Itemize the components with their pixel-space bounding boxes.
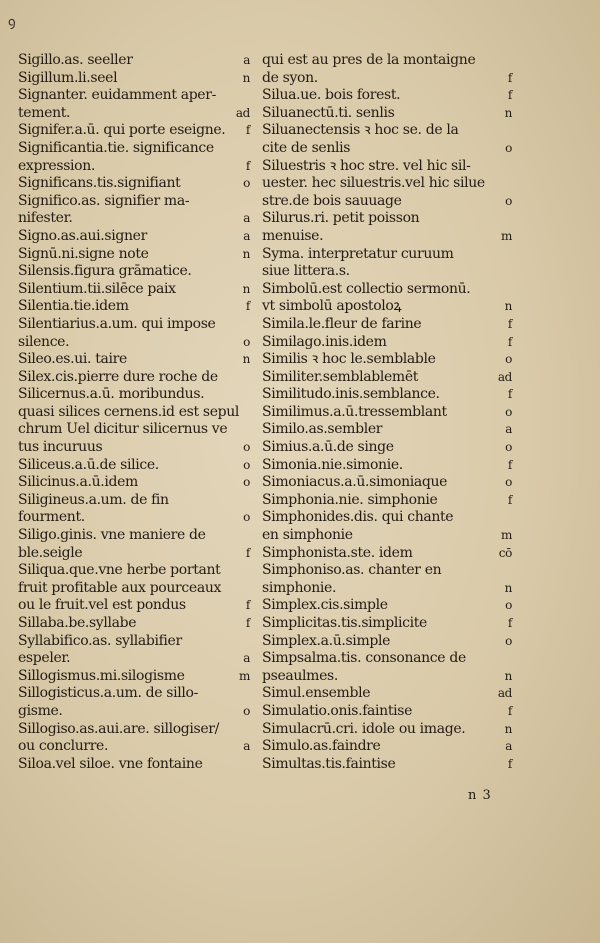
- dictionary-line: [262, 369, 512, 387]
- entry-text: Similis ꝛ hoc le.semblable: [262, 351, 436, 368]
- part-of-speech-mark: f: [507, 703, 512, 718]
- entry-text: Sillogisticus.a.um. de sillo-: [18, 685, 198, 702]
- corner-mark: ꝯ: [8, 15, 16, 30]
- dictionary-line: [262, 527, 512, 545]
- entry-text: Siligineus.a.um. de fin: [18, 491, 169, 508]
- dictionary-line: [18, 527, 250, 545]
- dictionary-line: [262, 87, 512, 105]
- dictionary-line: [262, 263, 512, 281]
- part-of-speech-mark: f: [507, 88, 512, 103]
- part-of-speech-mark: f: [507, 756, 512, 771]
- part-of-speech-mark: o: [505, 475, 512, 490]
- dictionary-line: [262, 158, 512, 176]
- entry-text: fourment.: [18, 509, 85, 526]
- entry-text: Simonia.nie.simonie.: [262, 456, 403, 473]
- part-of-speech-mark: o: [505, 193, 512, 208]
- dictionary-line: [18, 175, 250, 193]
- dictionary-line: [18, 668, 250, 686]
- left-column: [18, 52, 250, 773]
- entry-text: Simoniacus.a.ū.simoniaque: [262, 474, 448, 491]
- part-of-speech-mark: f: [507, 616, 512, 630]
- dictionary-line: [18, 474, 250, 492]
- dictionary-line: [18, 580, 250, 598]
- entry-text: stre.de bois sauuage: [262, 192, 402, 209]
- entry-text: Silentia.tie.idem: [18, 298, 129, 315]
- right-column: [262, 52, 512, 773]
- part-of-speech-mark: o: [505, 404, 512, 419]
- entry-text: de syon.: [262, 69, 318, 86]
- part-of-speech-mark: f: [507, 492, 512, 507]
- entry-text: Simplex.a.ū.simple: [262, 632, 391, 649]
- dictionary-line: [18, 439, 250, 457]
- part-of-speech-mark: f: [245, 545, 250, 560]
- part-of-speech-mark: n: [504, 668, 512, 683]
- entry-text: Signanter. euidamment aper-: [18, 87, 216, 104]
- part-of-speech-mark: o: [505, 598, 512, 613]
- entry-text: Similo.as.sembler: [262, 421, 383, 438]
- part-of-speech-mark: m: [500, 528, 512, 543]
- dictionary-line: [262, 246, 512, 264]
- part-of-speech-mark: n: [504, 105, 512, 120]
- part-of-speech-mark: f: [245, 598, 250, 613]
- dictionary-line: [18, 316, 250, 334]
- entry-text: Simphonides.dis. qui chante: [262, 509, 454, 526]
- entry-text: Similitudo.inis.semblance.: [262, 386, 440, 403]
- dictionary-line: [262, 316, 512, 334]
- part-of-speech-mark: a: [505, 422, 512, 437]
- entry-text: Sillogismus.mi.silogisme: [18, 667, 185, 684]
- part-of-speech-mark: n: [242, 246, 250, 261]
- dictionary-line: [262, 545, 512, 563]
- entry-text: pseaulmes.: [262, 667, 338, 684]
- entry-text: Silensis.figura grāmatice.: [18, 263, 192, 280]
- dictionary-line: [18, 193, 250, 211]
- dictionary-line: [18, 105, 250, 123]
- entry-text: Simulatio.onis.faintise: [262, 702, 413, 719]
- dictionary-line: [18, 650, 250, 668]
- part-of-speech-mark: o: [243, 334, 250, 349]
- part-of-speech-mark: a: [243, 211, 250, 226]
- entry-text: siue littera.s.: [262, 263, 350, 280]
- entry-text: Syma. interpretatur curuum: [262, 245, 454, 262]
- part-of-speech-mark: o: [243, 457, 250, 472]
- part-of-speech-mark: o: [505, 140, 512, 155]
- entry-text: Simpsalma.tis. consonance de: [262, 650, 466, 667]
- entry-text: Simplicitas.tis.simplicite: [262, 615, 427, 631]
- dictionary-line: [262, 281, 512, 299]
- dictionary-line: [18, 509, 250, 527]
- dictionary-line: [18, 421, 250, 439]
- entry-text: Silentium.tii.silēce paix: [18, 280, 176, 297]
- entry-text: Silentiarius.a.um. qui impose: [18, 315, 216, 332]
- entry-text: Silua.ue. bois forest.: [262, 87, 401, 104]
- entry-text: qui est au pres de la montaigne: [262, 52, 476, 68]
- dictionary-line: [262, 439, 512, 457]
- part-of-speech-mark: o: [243, 440, 250, 455]
- dictionary-line: [18, 228, 250, 246]
- dictionary-line: [18, 756, 250, 774]
- part-of-speech-mark: f: [245, 158, 250, 173]
- entry-text: chrum Uel dicitur silicernus ve: [18, 421, 228, 438]
- entry-text: Simila.le.fleur de farine: [262, 315, 422, 332]
- dictionary-line: [262, 404, 512, 422]
- entry-text: Sileo.es.ui. taire: [18, 351, 127, 368]
- dictionary-line: [262, 492, 512, 510]
- entry-text: Siloa.vel siloe. vne fontaine: [18, 755, 203, 772]
- entry-text: menuise.: [262, 227, 324, 244]
- part-of-speech-mark: f: [245, 616, 250, 630]
- part-of-speech-mark: n: [242, 352, 250, 367]
- entry-text: ou le fruit.vel est pondus: [18, 597, 186, 614]
- dictionary-line: [18, 158, 250, 176]
- part-of-speech-mark: ad: [497, 369, 512, 384]
- dictionary-line: [262, 685, 512, 703]
- entry-text: cite de senlis: [262, 139, 351, 156]
- entry-text: Signifer.a.ū. qui porte eseigne.: [18, 122, 226, 139]
- dictionary-line: [18, 615, 250, 633]
- dictionary-line: [18, 703, 250, 721]
- entry-text: Sigillum.li.seel: [18, 69, 118, 86]
- entry-text: Similimus.a.ū.tressemblant: [262, 403, 447, 420]
- entry-text: Silicernus.a.ū. moribundus.: [18, 386, 205, 403]
- part-of-speech-mark: n: [504, 299, 512, 314]
- dictionary-line: [262, 351, 512, 369]
- dictionary-line: [18, 298, 250, 316]
- dictionary-line: [262, 193, 512, 211]
- dictionary-line: [262, 474, 512, 492]
- entry-text: Syllabifico.as. syllabifier: [18, 632, 182, 649]
- entry-text: Simbolū.est collectio sermonū.: [262, 280, 471, 297]
- entry-text: Silex.cis.pierre dure roche de: [18, 368, 218, 385]
- dictionary-line: [18, 457, 250, 475]
- dictionary-line: [262, 386, 512, 404]
- dictionary-line: [262, 70, 512, 88]
- part-of-speech-mark: a: [243, 53, 250, 67]
- entry-text: Sigillo.as. seeller: [18, 52, 133, 68]
- dictionary-line: [262, 105, 512, 123]
- dictionary-line: [262, 298, 512, 316]
- entry-text: gisme.: [18, 702, 63, 719]
- dictionary-line: [262, 457, 512, 475]
- entry-text: Simphonia.nie. simphonie: [262, 491, 438, 508]
- dictionary-line: [18, 351, 250, 369]
- part-of-speech-mark: o: [505, 352, 512, 367]
- entry-text: tement.: [18, 104, 71, 121]
- part-of-speech-mark: ad: [497, 686, 512, 701]
- part-of-speech-mark: n: [504, 580, 512, 595]
- part-of-speech-mark: f: [507, 387, 512, 402]
- part-of-speech-mark: a: [505, 739, 512, 754]
- part-of-speech-mark: a: [243, 651, 250, 666]
- dictionary-line: [262, 721, 512, 739]
- dictionary-line: [18, 87, 250, 105]
- part-of-speech-mark: n: [504, 721, 512, 736]
- dictionary-line: [262, 738, 512, 756]
- entry-text: vt simbolū apostoloꝝ: [262, 298, 402, 315]
- dictionary-line: [18, 281, 250, 299]
- part-of-speech-mark: o: [243, 176, 250, 191]
- part-of-speech-mark: ad: [235, 105, 250, 120]
- dictionary-line: [18, 685, 250, 703]
- entry-text: Similiter.semblablemēt: [262, 368, 419, 385]
- entry-text: simphonie.: [262, 579, 337, 596]
- part-of-speech-mark: m: [238, 668, 250, 683]
- dictionary-line: [262, 228, 512, 246]
- entry-text: Siliqua.que.vne herbe portant: [18, 562, 221, 579]
- dictionary-line: [262, 650, 512, 668]
- folio-signature: n 3: [468, 788, 492, 803]
- entry-text: Siluanectensis ꝛ hoc se. de la: [262, 122, 459, 139]
- entry-text: nifester.: [18, 210, 73, 227]
- dictionary-line: [262, 140, 512, 158]
- part-of-speech-mark: o: [243, 703, 250, 718]
- entry-text: Silurus.ri. petit poisson: [262, 210, 420, 227]
- dictionary-line: [262, 421, 512, 439]
- entry-text: Simius.a.ū.de singe: [262, 439, 394, 456]
- part-of-speech-mark: f: [507, 334, 512, 349]
- entry-text: tus incuruus: [18, 439, 103, 456]
- entry-text: Significans.tis.signifiant: [18, 175, 181, 192]
- dictionary-line: [18, 140, 250, 158]
- dictionary-line: [262, 562, 512, 580]
- dictionary-line: [18, 246, 250, 264]
- entry-text: Significantia.tie. significance: [18, 139, 214, 156]
- dictionary-line: [18, 70, 250, 88]
- entry-text: Sillaba.be.syllabe: [18, 615, 137, 631]
- entry-text: Siligo.ginis. vne maniere de: [18, 527, 206, 544]
- entry-text: ou conclurre.: [18, 738, 109, 755]
- part-of-speech-mark: o: [505, 633, 512, 648]
- entry-text: Significo.as. signifier ma-: [18, 192, 190, 209]
- part-of-speech-mark: n: [242, 70, 250, 85]
- part-of-speech-mark: a: [243, 228, 250, 243]
- entry-text: Simul.ensemble: [262, 685, 371, 702]
- dictionary-line: [262, 122, 512, 140]
- part-of-speech-mark: m: [500, 228, 512, 243]
- dictionary-line: [18, 263, 250, 281]
- entry-text: en simphonie: [262, 527, 353, 544]
- dictionary-line: [262, 334, 512, 352]
- part-of-speech-mark: f: [507, 316, 512, 331]
- dictionary-line: [262, 668, 512, 686]
- dictionary-line: [18, 52, 250, 70]
- entry-text: Similago.inis.idem: [262, 333, 387, 350]
- dictionary-line: [18, 404, 250, 422]
- entry-text: Simulacrū.cri. idole ou image.: [262, 720, 466, 737]
- part-of-speech-mark: o: [243, 510, 250, 525]
- entry-text: Simplex.cis.simple: [262, 597, 388, 614]
- part-of-speech-mark: o: [505, 440, 512, 455]
- dictionary-line: [18, 369, 250, 387]
- entry-text: Siluanectū.ti. senlis: [262, 104, 395, 121]
- dictionary-line: [18, 492, 250, 510]
- dictionary-line: [262, 615, 512, 633]
- dictionary-line: [262, 210, 512, 228]
- entry-text: fruit profitable aux pourceaux: [18, 579, 222, 596]
- entry-text: ble.seigle: [18, 544, 83, 561]
- entry-text: Simphonista.ste. idem: [262, 544, 413, 561]
- dictionary-line: [18, 210, 250, 228]
- dictionary-line: [262, 175, 512, 193]
- dictionary-line: [262, 597, 512, 615]
- part-of-speech-mark: cō: [498, 545, 512, 560]
- dictionary-line: [18, 562, 250, 580]
- dictionary-line: [262, 509, 512, 527]
- part-of-speech-mark: f: [507, 457, 512, 472]
- dictionary-line: [18, 122, 250, 140]
- entry-text: Sillogiso.as.aui.are. sillogiser/: [18, 720, 220, 737]
- part-of-speech-mark: o: [243, 475, 250, 490]
- dictionary-line: [18, 738, 250, 756]
- entry-text: Signū.ni.signe note: [18, 245, 149, 262]
- part-of-speech-mark: f: [245, 123, 250, 138]
- dictionary-line: [262, 633, 512, 651]
- dictionary-line: [18, 597, 250, 615]
- entry-text: Simulo.as.faindre: [262, 738, 381, 755]
- entry-text: expression.: [18, 157, 96, 174]
- entry-text: Signo.as.aui.signer: [18, 227, 147, 244]
- entry-text: Siluestris ꝛ hoc stre. vel hic sil-: [262, 157, 471, 174]
- entry-text: Simphoniso.as. chanter en: [262, 562, 442, 579]
- part-of-speech-mark: n: [242, 281, 250, 296]
- dictionary-line: [262, 703, 512, 721]
- entry-text: uester. hec siluestris.vel hic silue: [262, 175, 485, 192]
- dictionary-line: [18, 721, 250, 739]
- part-of-speech-mark: a: [243, 739, 250, 754]
- part-of-speech-mark: f: [507, 70, 512, 85]
- entry-text: espeler.: [18, 650, 71, 667]
- entry-text: Siliceus.a.ū.de silice.: [18, 456, 159, 473]
- entry-text: Silicinus.a.ū.idem: [18, 474, 138, 491]
- entry-text: silence.: [18, 333, 70, 350]
- entry-text: Simultas.tis.faintise: [262, 755, 396, 772]
- dictionary-line: [262, 52, 512, 70]
- dictionary-line: [18, 334, 250, 352]
- dictionary-line: [18, 545, 250, 563]
- dictionary-line: [18, 633, 250, 651]
- dictionary-line: [262, 580, 512, 598]
- dictionary-line: [18, 386, 250, 404]
- entry-text: quasi silices cernens.id est sepul: [18, 403, 240, 420]
- dictionary-line: [262, 756, 512, 774]
- part-of-speech-mark: f: [245, 299, 250, 314]
